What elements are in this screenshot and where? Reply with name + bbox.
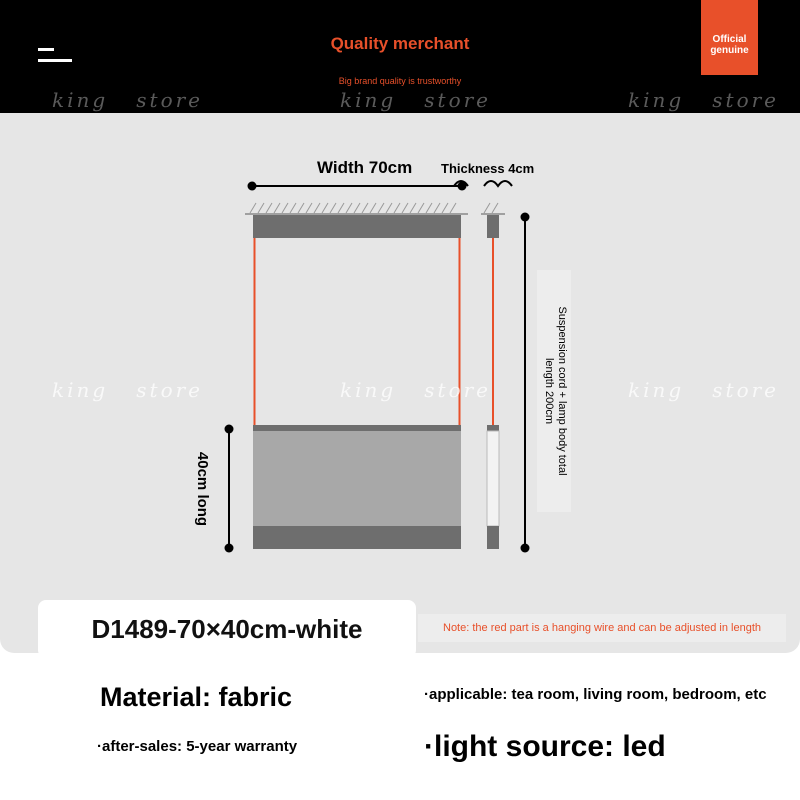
watermark: king store [340,378,492,402]
side-top-bar [487,425,499,431]
ceiling-hatch-side [484,203,498,213]
watermark: king store [52,378,204,402]
suspension-label-line1: Suspension cord + lamp body total [556,306,568,476]
lamp-shade [253,431,461,526]
length-end-dot [521,213,530,222]
shade-length-label: 40cm long [194,451,211,527]
model-name: D1489-70×40cm-white [38,600,416,658]
merchant-title: Quality merchant [330,34,470,53]
thickness-mark [484,181,512,186]
watermark: king store [340,88,492,112]
side-canopy [487,215,499,238]
merchant-subtitle: Big brand quality is trustworthy [338,76,462,86]
material-spec: Material: fabric [100,682,293,712]
watermark: king store [52,88,204,112]
width-end-dot [248,182,257,191]
shade-end-dot [225,544,234,553]
side-shade [487,431,499,526]
badge-line1: Official [712,33,747,45]
lamp-bottom-bar [253,526,461,549]
watermark: king store [628,378,780,402]
width-label: Width 70cm [317,158,413,177]
light-source-spec: ·light source: led [424,730,666,763]
applicable-spec: ·applicable: tea room, living room, bedroom, etc [424,686,767,703]
ceiling-hatch [250,203,456,213]
suspension-label-line2: length 200cm [543,357,555,425]
badge-line2: genuine [710,44,749,56]
watermark: king store [628,88,780,112]
shade-end-dot [225,425,234,434]
length-end-dot [521,544,530,553]
shade-length-label-group [194,452,211,526]
thickness-label: Thickness 4cm [441,161,535,176]
after-sales-spec: ·after-sales: 5-year warranty [97,738,298,755]
side-bottom-bar [487,526,499,549]
lamp-top-bar [253,425,461,431]
ceiling-canopy [253,215,461,238]
hanging-wire-note: Note: the red part is a hanging wire and can be adjusted in length [418,614,786,642]
